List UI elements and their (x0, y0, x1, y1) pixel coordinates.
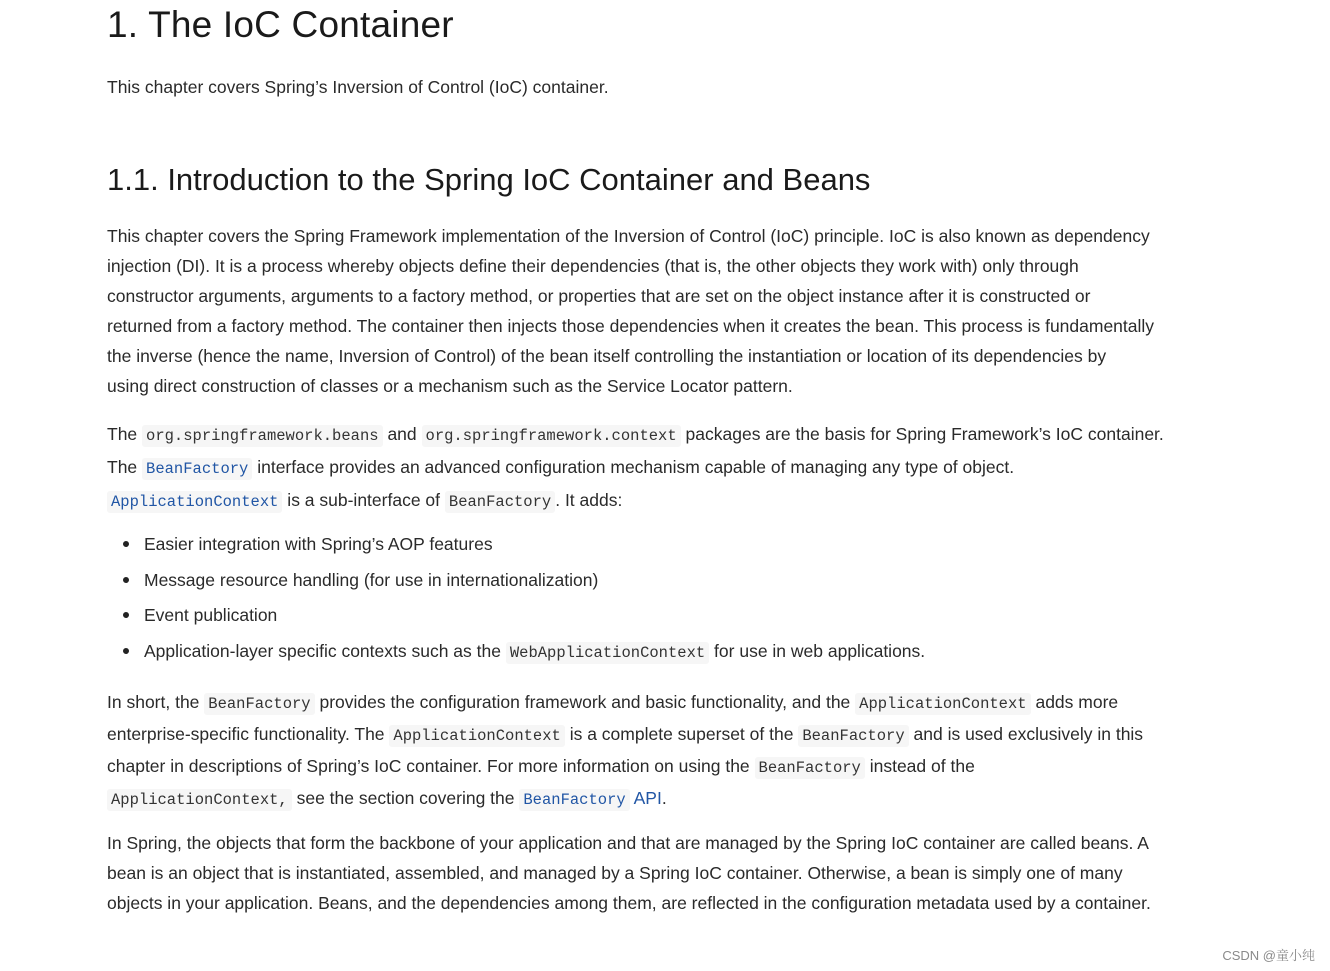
list-item-text: Easier integration with Spring’s AOP features (144, 534, 493, 554)
text: is a sub-interface of (282, 490, 445, 510)
list-item-text: Event publication (144, 605, 278, 626)
paragraph-1 (107, 221, 1215, 401)
beanfactory-api-link[interactable] (519, 788, 661, 808)
paragraph-3-line (107, 783, 1215, 815)
text: and is used exclusively in this (908, 724, 1144, 744)
list-item (107, 530, 925, 566)
applicationcontext-link[interactable] (107, 490, 282, 510)
text: provides the configuration framework and basic functionality, and the (314, 692, 856, 712)
inline-code: ApplicationContext (855, 693, 1030, 715)
text: . It adds: (555, 490, 623, 510)
section-heading: 1.1. Introduction to the Spring IoC Container and Beans (107, 162, 871, 197)
inline-code: org.springframework.beans (142, 425, 383, 447)
inline-code: BeanFactory (142, 458, 252, 480)
inline-code: ApplicationContext (389, 725, 564, 747)
bullet-icon (123, 577, 129, 583)
text: instead of the (864, 756, 975, 776)
paragraph-3-line (107, 719, 1215, 751)
text: is a complete superset of the (564, 724, 799, 744)
paragraph-1-line: This chapter covers the Spring Framework implementation of the Inversion of Control (IoC) principle. IoC is also known as dependency (107, 226, 1150, 246)
list-item-text: Application-layer specific contexts such as the (144, 640, 506, 661)
paragraph-3-line (107, 751, 1215, 783)
inline-code: WebApplicationContext (506, 642, 709, 664)
paragraph-4 (107, 828, 1215, 918)
text: and (382, 424, 422, 444)
text: In short, the (107, 692, 205, 712)
list-item (107, 637, 925, 673)
paragraph-3 (107, 687, 1215, 815)
text: see the section covering the (291, 788, 520, 808)
inline-code: BeanFactory (798, 725, 908, 747)
paragraph-4-line: bean is an object that is instantiated, assembled, and managed by a Spring IoC container. Otherwise, a bean is simply one of many (107, 863, 1123, 883)
list-item-text: Message resource handling (for use in internationalization) (144, 569, 599, 590)
inline-code: BeanFactory (204, 693, 314, 715)
text: The (107, 424, 143, 444)
list-item (107, 601, 925, 637)
bullet-icon (123, 612, 129, 618)
beanfactory-link[interactable] (142, 457, 252, 477)
list-item (107, 566, 925, 602)
text: . (661, 788, 667, 808)
text: packages are the basis for Spring Framework’s IoC container. (680, 424, 1164, 444)
inline-code: BeanFactory (755, 757, 865, 779)
text: adds more (1030, 692, 1119, 712)
paragraph-4-line: objects in your application. Beans, and the dependencies among them, are reflected in the configuration metadata used by a container. (107, 893, 1151, 913)
bullet-icon (123, 541, 129, 547)
link-text: API (629, 788, 662, 808)
paragraph-1-line: injection (DI). It is a process whereby objects define their dependencies (that is, the other objects they work with) only through (107, 256, 1079, 276)
page-title: 1. The IoC Container (107, 4, 454, 45)
inline-code: ApplicationContext, (107, 789, 292, 811)
list-item-text: for use in web applications. (709, 640, 926, 661)
intro-text: This chapter covers Spring’s Inversion of Control (IoC) container. (107, 77, 609, 97)
bullet-icon (123, 648, 129, 654)
paragraph-1-line: returned from a factory method. The container then injects those dependencies when it creates the bean. This process is fundamentally (107, 316, 1155, 336)
paragraph-2-line (107, 419, 1215, 452)
paragraph-2 (107, 419, 1215, 518)
text: chapter in descriptions of Spring’s IoC container. For more information on using the (107, 756, 755, 776)
paragraph-1-line: constructor arguments, arguments to a factory method, or properties that are set on the object instance after it is constructed or (107, 286, 1091, 306)
paragraph-1-line: using direct construction of classes or a mechanism such as the Service Locator pattern. (107, 376, 793, 396)
paragraph-4-line: In Spring, the objects that form the backbone of your application and that are managed by the Spring IoC container are called beans. A (107, 833, 1149, 853)
paragraph-2-line (107, 452, 1215, 485)
paragraph-2-line (107, 485, 1215, 518)
watermark: CSDN @童小纯 (1222, 948, 1315, 963)
inline-code: ApplicationContext (107, 491, 282, 513)
paragraph-3-line (107, 687, 1215, 719)
text: interface provides an advanced configuration mechanism capable of managing any type of object. (252, 457, 1015, 477)
text: The (107, 457, 143, 477)
inline-code: BeanFactory (445, 491, 555, 513)
features-list (107, 530, 925, 672)
inline-code: org.springframework.context (422, 425, 681, 447)
inline-code: BeanFactory (519, 789, 629, 811)
paragraph-1-line: the inverse (hence the name, Inversion of Control) of the bean itself controlling the instantiation or location of its dependencies by (107, 346, 1107, 366)
text: enterprise-specific functionality. The (107, 724, 390, 744)
